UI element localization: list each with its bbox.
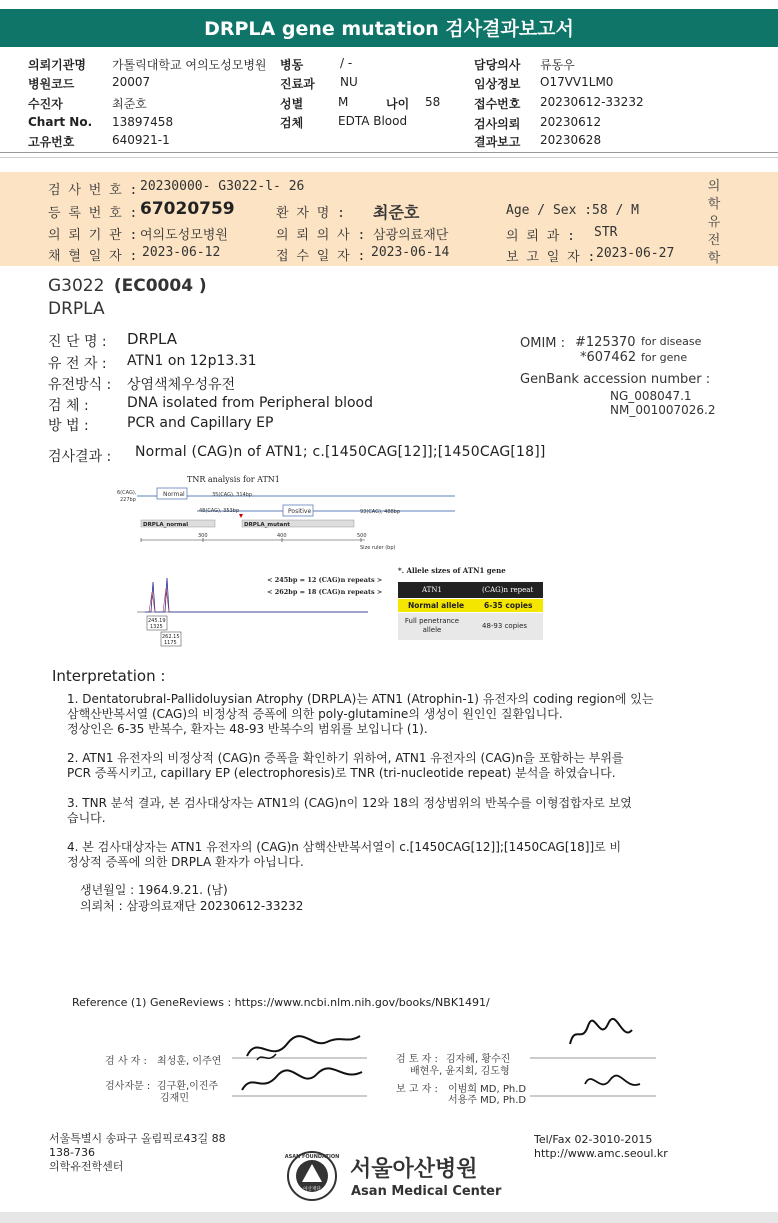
bar-normal-label: DRPLA_normal xyxy=(143,522,189,528)
header-label: 임상정보 xyxy=(474,77,521,91)
advisor-1: 김구환,이진주 xyxy=(157,1081,219,1092)
result-label: 검사결과 : xyxy=(48,449,112,465)
exam-no-label: 검 사 번 호 : xyxy=(48,183,138,198)
asan-foundation-seal-icon xyxy=(282,1150,342,1202)
interp-paragraph-3 xyxy=(67,796,767,826)
report-date: 2023-06-27 xyxy=(596,246,675,261)
header-label: 담당의사 xyxy=(474,58,521,72)
address-line: 의학유전학센터 xyxy=(49,1160,124,1173)
reference: Reference (1) GeneReviews : https://www.ncbi.nlm.nih.gov/books/NBK1491/ xyxy=(72,996,490,1009)
diag: DRPLA xyxy=(127,330,177,348)
signature-stroke xyxy=(570,1019,632,1044)
header-value: NU xyxy=(340,75,358,89)
result-value: Normal (CAG)n of ATN1; c.[1450CAG[12]];[1450CAG[18]] xyxy=(135,444,546,460)
vertical-dept xyxy=(706,178,722,268)
omim-label: OMIM : xyxy=(520,336,566,351)
address-line: 138-736 xyxy=(49,1146,95,1159)
left-cag: 6(CAG), xyxy=(117,490,137,496)
interp-line: PCR 증폭시키고, capillary EP (electrophoresis)로 TNR (tri-nucleotide repeat) 분석을 하였습니다. xyxy=(67,766,616,780)
tnr-title: TNR analysis for ATN1 xyxy=(187,475,280,484)
header-label: 접수번호 xyxy=(474,97,521,111)
omim-gene: *607462 xyxy=(580,350,637,365)
age-sex: 58 / M xyxy=(592,203,639,218)
interp-paragraph-1 xyxy=(67,692,767,737)
address-line: 서울특별시 송파구 올림픽로43길 88 xyxy=(49,1132,226,1145)
birth-date: 생년월일 : 1964.9.21. (남) xyxy=(80,883,228,897)
signature-stroke xyxy=(585,1076,640,1085)
inherit: 상염색체우성유전 xyxy=(127,377,236,393)
divider xyxy=(0,157,778,158)
footer-address xyxy=(49,1132,226,1174)
header-label: 검사의뢰 xyxy=(474,117,521,131)
interp-line: 3. TNR 분석 결과, 본 검사대상자는 ATN1의 (CAG)n이 12와 18의 정상범위의 반복수를 이형접합자로 보였 xyxy=(67,796,632,810)
allele-col2: (CAG)n repeat xyxy=(482,586,534,594)
org: 여의도성모병원 xyxy=(140,228,228,243)
ruler-tick-label: 500 xyxy=(357,533,367,539)
interp-line: 습니다. xyxy=(67,811,106,825)
positive-box-label: Positive xyxy=(288,508,312,515)
omim-disease: #125370 xyxy=(575,335,636,350)
pos-start: 48(CAG), 353bp xyxy=(199,508,240,514)
reviewer-2: 배현우, 윤지회, 김도형 xyxy=(410,1066,510,1077)
footer-contact xyxy=(534,1133,668,1161)
seal-inner-text: 아산재단 xyxy=(303,1187,321,1192)
reporter-label: 보 고 자 : xyxy=(396,1084,438,1095)
header-value: EDTA Blood xyxy=(338,114,408,128)
website: http://www.amc.seoul.kr xyxy=(534,1147,668,1160)
genbank-2: NM_001007026.2 xyxy=(610,403,716,417)
marker-icon xyxy=(239,514,243,518)
test-code xyxy=(48,276,207,296)
ruler-tick-label: 300 xyxy=(198,533,208,539)
signature-right xyxy=(530,1014,660,1106)
allele-row-full xyxy=(398,613,543,640)
vertical-char: 의 xyxy=(707,179,721,194)
tel-fax: Tel/Fax 02-3010-2015 xyxy=(534,1133,653,1146)
gene-label: 유 전 자 : xyxy=(48,356,107,372)
interp-title: Interpretation : xyxy=(52,667,166,685)
reviewer-label: 검 토 자 : xyxy=(396,1054,438,1065)
genbank-1: NG_008047.1 xyxy=(610,389,692,403)
interp-line: 삼핵산반복서열 (CAG)의 비정상적 증폭에 의한 poly-glutamine의 생성이 원인인 질환입니다. xyxy=(67,707,563,721)
collect-label: 채 혈 일 자 : xyxy=(48,249,138,264)
examiner-label: 검 사 자 : xyxy=(105,1056,147,1067)
header-value: 20230612-33232 xyxy=(540,95,644,109)
header-value: 20007 xyxy=(112,75,151,89)
header-label: 결과보고 xyxy=(474,135,521,149)
exam-no: 20230000- G3022-l- 26 xyxy=(140,179,305,194)
interp-paragraph-4 xyxy=(67,840,767,870)
header-label: 진료과 xyxy=(280,77,315,91)
interp-line: 2. ATN1 유전자의 비정상적 (CAG)n 증폭을 확인하기 위하여, ATN1 유전자의 (CAG)n을 포함하는 부위를 xyxy=(67,751,624,765)
header-label: 병원코드 xyxy=(28,77,75,91)
test-name: DRPLA xyxy=(48,299,105,319)
allele-row-normal xyxy=(398,599,543,612)
interp-line: 정상인은 6-35 반복수, 환자는 48-93 반복수의 범위를 보입니다 (1). xyxy=(67,722,428,736)
vertical-char: 전 xyxy=(707,233,721,248)
allele-title: *. Allele sizes of ATN1 gene xyxy=(398,566,506,575)
peak2-size: 262.15 xyxy=(162,634,180,640)
ref-org: 의뢰처 : 삼광의료재단 20230612-33232 xyxy=(80,899,304,913)
diag-label: 진 단 명 : xyxy=(48,334,107,350)
reviewer-1: 김자혜, 황수진 xyxy=(446,1054,511,1065)
doctor: 삼광의료재단 xyxy=(373,228,449,243)
reg-no-label: 등 록 번 호 : xyxy=(48,206,138,221)
interp-line: 1. Dentatorubral-Pallidoluysian Atrophy (DRPLA)는 ATN1 (Atrophin-1) 유전자의 coding region에 있는 xyxy=(67,692,654,706)
omim-gene-desc: for gene xyxy=(641,351,688,364)
logo-korean: 서울아산병원 xyxy=(350,1157,478,1182)
allele-header xyxy=(398,582,543,598)
collect-date: 2023-06-12 xyxy=(142,245,221,260)
age-value: 58 xyxy=(425,95,441,109)
interp-line: 4. 본 검사대상자는 ATN1 유전자의 (CAG)n 삼핵산반복서열이 c.[1450CAG[12]];[1450CAG[18]]로 비 xyxy=(67,840,622,854)
vertical-char: 학 xyxy=(707,251,721,266)
method: PCR and Capillary EP xyxy=(127,415,274,431)
report-label: 보 고 일 자 : xyxy=(506,250,596,265)
omim-disease-desc: for disease xyxy=(641,335,702,348)
inherit-label: 유전방식 : xyxy=(48,377,112,393)
logo-english: Asan Medical Center xyxy=(351,1184,502,1199)
allele-name: Normal allele xyxy=(408,601,465,610)
receive-label: 접 수 일 자 : xyxy=(276,249,366,264)
doctor-label: 의 뢰 의 사 : xyxy=(276,228,366,243)
header-label: 수진자 xyxy=(28,97,63,111)
header-value: 20230628 xyxy=(540,133,602,147)
header-value: / - xyxy=(340,56,353,70)
peak1-annotation: < 245bp = 12 (CAG)n repeats > xyxy=(267,576,383,584)
report-title: DRPLA gene mutation 검사결과보고서 xyxy=(0,9,778,47)
vertical-char: 학 xyxy=(707,197,721,212)
header-label: 의뢰기관명 xyxy=(28,58,86,72)
reg-no: 67020759 xyxy=(140,199,235,219)
method-label: 방 법 : xyxy=(48,418,89,434)
allele-name: Full penetrance allele xyxy=(404,617,460,634)
pos-end: 93(CAG), 488bp xyxy=(360,509,401,515)
header-value: 640921-1 xyxy=(112,133,170,147)
gene: ATN1 on 12p13.31 xyxy=(127,353,257,369)
header-value: 13897458 xyxy=(112,115,174,129)
org-label: 의 뢰 기 관 : xyxy=(48,228,138,243)
patient-name: 최준호 xyxy=(373,203,420,222)
test-code-value: G3022 xyxy=(48,276,105,296)
patient-label: 환 자 명 : xyxy=(276,206,345,221)
signature-left xyxy=(232,1024,367,1104)
age-label: 나이 xyxy=(386,97,410,111)
dept-label: 의 뢰 과 : xyxy=(506,229,575,244)
bar-mutant-label: DRPLA_mutant xyxy=(244,522,290,528)
header-value: 류동우 xyxy=(540,58,575,72)
receive-date: 2023-06-14 xyxy=(371,245,450,260)
interp-line: 정상적 증폭에 의한 DRPLA 환자가 아닙니다. xyxy=(67,855,304,869)
peak2-annotation: < 262bp = 18 (CAG)n repeats > xyxy=(267,588,383,596)
vertical-char: 유 xyxy=(707,215,721,230)
allele-range: 48-93 copies xyxy=(482,622,528,630)
peak1-height: 1325 xyxy=(150,624,163,630)
normal-end: 35(CAG), 314bp xyxy=(212,492,253,498)
header-value: 가톨릭대학교 여의도성모병원 xyxy=(112,58,267,72)
patient-band xyxy=(0,172,778,266)
peak2-height: 1175 xyxy=(164,640,177,646)
bottom-strip xyxy=(0,1212,778,1223)
advisor-2: 김재민 xyxy=(160,1093,189,1104)
specimen-label: 검 체 : xyxy=(48,398,89,414)
header-value: M xyxy=(338,95,349,109)
allele-range: 6-35 copies xyxy=(484,601,533,610)
dept: STR xyxy=(594,225,618,240)
left-bp: 227bp xyxy=(120,497,136,503)
genbank-label: GenBank accession number : xyxy=(520,372,711,387)
signature-stroke xyxy=(247,1036,360,1056)
header-label: Chart No. xyxy=(28,115,93,129)
header-info xyxy=(0,54,778,154)
allele-col1: ATN1 xyxy=(422,586,442,594)
divider xyxy=(0,152,778,153)
signature-stroke xyxy=(257,1054,276,1060)
header-label: 고유번호 xyxy=(28,135,75,149)
age-sex-label: Age / Sex : xyxy=(506,203,593,218)
ruler-label: Size ruler (bp) xyxy=(360,545,396,551)
reporter-2: 서용주 MD, Ph.D xyxy=(448,1095,527,1106)
peak1-size: 245.19 xyxy=(148,618,166,624)
allele-table xyxy=(398,566,544,642)
normal-box-label: Normal xyxy=(163,491,185,498)
test-code-ec: (EC0004 ) xyxy=(113,276,207,296)
examiner: 최성훈, 이주연 xyxy=(157,1056,222,1067)
header-value: O17VV1LM0 xyxy=(540,75,614,89)
header-label: 검체 xyxy=(280,116,304,130)
specimen: DNA isolated from Peripheral blood xyxy=(127,395,374,411)
reporter-1: 이범희 MD, Ph.D xyxy=(448,1084,527,1095)
interp-paragraph-2 xyxy=(67,751,767,781)
header-value: 최준호 xyxy=(112,97,147,111)
signature-stroke xyxy=(242,1068,362,1090)
header-value: 20230612 xyxy=(540,115,602,129)
advisor-label: 검사자문 : xyxy=(105,1081,151,1092)
header-label: 병동 xyxy=(280,58,304,72)
seal-text: ASAN FOUNDATION xyxy=(284,1154,340,1160)
ruler-tick-label: 400 xyxy=(277,533,287,539)
header-label: 성별 xyxy=(280,97,304,111)
